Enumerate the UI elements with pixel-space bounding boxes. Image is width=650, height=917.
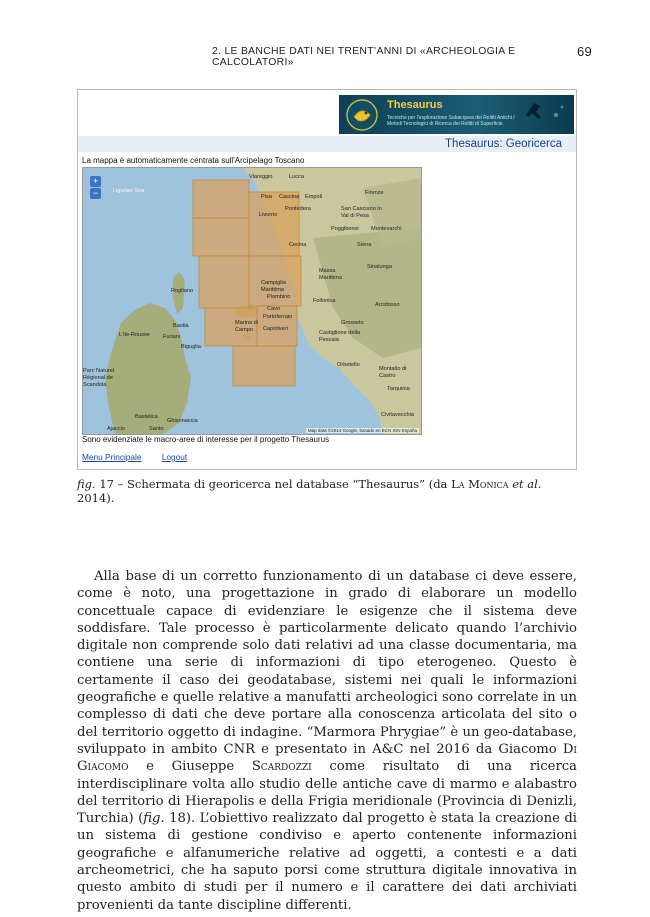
map-label: Pontedera — [285, 206, 311, 212]
map-label: Grosseto — [341, 320, 364, 326]
map-label: Cascina — [279, 194, 300, 200]
map-canvas[interactable] — [82, 167, 422, 435]
body-text-part: e Giuseppe — [128, 759, 252, 775]
map-label: Cecina — [289, 242, 307, 248]
map-label: Ajaccio — [107, 426, 126, 432]
zoom-out-button[interactable]: − — [90, 188, 101, 199]
map-label: Piombino — [267, 294, 291, 300]
map-label: Montalto di Castro — [379, 366, 407, 379]
map-label: Viareggio — [249, 174, 273, 180]
map-label: Bastelica — [135, 414, 158, 420]
map-label: Rogliano — [171, 288, 194, 294]
map-label: San Casciano in Val di Pesa — [341, 206, 382, 219]
thesaurus-banner — [339, 95, 574, 134]
thesaurus-logo — [345, 98, 379, 132]
map-label: Firenze — [365, 190, 384, 196]
map-label: Siena — [357, 242, 372, 248]
map-label: Montevarchi — [371, 226, 402, 232]
map-note: Sono evidenziate le macro-aree di interesse per il progetto Thesaurus — [82, 435, 330, 444]
map-label: Massa Marittima — [319, 268, 342, 281]
map-label: Santo — [149, 426, 164, 432]
banner-subtitle: Tecniche per l'esplorazione Subacquea dei Relitti Antichi / Metodi Tecnologici di Ricerca dei Relitti di Superficie — [387, 115, 515, 127]
map-label: Biguglia — [181, 344, 201, 350]
map-label: Capoliveri — [263, 326, 288, 332]
map-label: Civitavecchia — [381, 412, 414, 418]
map-label: Portoferraio — [263, 314, 293, 320]
map-label: Follonica — [313, 298, 336, 304]
caption-text: 17 – Schermata di georicerca nel database “Thesaurus” (da — [95, 477, 452, 491]
map-label: Orbetello — [337, 362, 360, 368]
map-label: Campiglia Marittima — [261, 280, 286, 293]
map-label: Livorno — [259, 212, 278, 218]
figure-reference: fig. — [143, 811, 165, 827]
map-label: L'Ile-Rousse — [119, 332, 150, 338]
map-label: Lucca — [289, 174, 304, 180]
diver-silhouette-icon — [504, 95, 574, 134]
page-number: 69 — [576, 44, 592, 59]
body-text-part: 18). L’obiettivo realizzato dal progetto è stata la creazione di un sistema di gestione condiviso e aperto contenente informazioni geografiche e alfanumeriche relative ad oggetti, a contesti e a dati archeometrici, che ha saputo porsi come struttura digitale innovativa in questo ambito di studi per il numero e il carattere dei dati archiviati provenienti da tante discipline differenti. — [77, 811, 577, 913]
menu-principale-link[interactable]: Menu Principale — [82, 452, 142, 462]
map-label: Cavo — [267, 306, 281, 312]
caption-tail: 2014). — [77, 491, 115, 505]
map-copyright: Map data ©2014 Google, basado en BCN IGN España — [307, 428, 417, 433]
map-label: Castiglione della Pescaia — [319, 330, 361, 343]
zoom-in-button[interactable]: + — [90, 176, 101, 187]
map-label: Bastia — [173, 323, 189, 329]
macro-area[interactable] — [193, 180, 249, 218]
map-title: La mappa è automaticamente centrata sull'Arcipelago Toscano — [82, 156, 305, 165]
body-text-part: come risultato di una ricerca interdisciplinare volta allo studio delle antiche cave di marmo e alabastro del territorio di Hierapolis e della Frigia meridionale (Provincia di Denizli, Turchia) ( — [77, 759, 577, 827]
map-label: Poggibonsi — [331, 226, 359, 232]
map-label: Marina di Campo — [235, 320, 259, 333]
map-label: Ghisonaccia — [167, 418, 198, 424]
footer-links — [82, 452, 205, 462]
body-author: Di Giacomo — [77, 741, 577, 775]
body-text-part: Alla base di un corretto funzionamento di un database ci deve essere, come è noto, una progettazione in grado di elaborare un modello concettuale capace di evidenziare le esigenze che il sistema deve soddisfare. Tale processo è particolarmente delicato quando l’archivio digitale non comprende solo dati relativi ad una classe documentaria, ma contiene una serie di informazioni di tipo eterogeneo. Questo è certamente il caso dei geodatabase, sistemi nei quali le informazioni geografiche e quelle relative a manufatti archeologici sono correlate in un complesso di dati che deve portare alla conoscenza articolata del sito o del territorio oggetto di indagine. “Marmora Phrygiae” è un geo-database, sviluppato in ambito CNR e presentato in A&C nel 2016 da Giacomo — [77, 569, 577, 757]
map-label: Ligurian Sea — [113, 188, 145, 194]
figure-screenshot — [77, 89, 577, 470]
map-label: Parc Naturel Régional de Scandola — [83, 368, 115, 388]
logout-link[interactable]: Logout — [161, 452, 188, 462]
caption-author: La Monica — [451, 477, 509, 491]
page-heading: Thesaurus: Georicerca — [445, 138, 562, 150]
fig-label: fig. — [77, 477, 96, 491]
map-label: Sinalunga — [367, 264, 392, 270]
running-head — [212, 46, 592, 68]
map-label: Furiani — [163, 334, 181, 340]
body-author: Scardozzi — [251, 759, 312, 775]
figure-caption — [77, 477, 575, 505]
map-label: Tarquinia — [387, 386, 410, 392]
map-label: Empoli — [305, 194, 323, 200]
body-paragraph — [77, 568, 577, 914]
map-label: Pisa — [261, 194, 272, 200]
banner-title: Thesaurus — [387, 99, 443, 111]
map-label: Arcidosso — [375, 302, 400, 308]
caption-etal: et al. — [512, 477, 542, 491]
running-title: 2. LE BANCHE DATI NEI TRENT’ANNI DI «ARCHEOLOGIA E CALCOLATORI» — [212, 46, 516, 68]
